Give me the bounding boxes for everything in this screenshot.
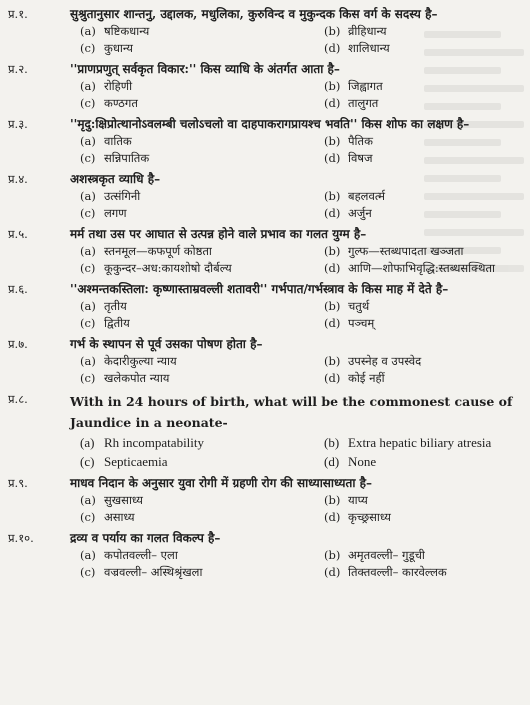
option-text: व्रीहिधान्य bbox=[348, 24, 387, 38]
answer-option bbox=[324, 509, 530, 526]
question-stem bbox=[8, 281, 524, 298]
answer-option bbox=[80, 433, 324, 452]
option-grid bbox=[80, 133, 524, 167]
question-text: ''मृदु:क्षिप्रोत्थानोऽवलम्बी चलोऽचलो वा दाहपाकरागप्रायश्च भवति'' किस शोफ का लक्षण है– bbox=[70, 117, 470, 131]
option-text: खलेकपोत न्याय bbox=[104, 371, 170, 385]
option-text: स्तनमूल—कफपूर्ण कोष्ठता bbox=[104, 244, 212, 258]
question-text: माधव निदान के अनुसार युवा रोगी में ग्रहणी रोग की साध्यासाध्यता है– bbox=[70, 476, 373, 490]
question-number: प्र.१. bbox=[8, 7, 28, 21]
question bbox=[8, 61, 524, 112]
option-text: गुल्फ—स्तब्धपादता खञ्जता bbox=[348, 244, 464, 258]
question-stem bbox=[8, 475, 524, 492]
question-text: With in 24 hours of birth, what will be the commonest cause of Jaundice in a neonate- bbox=[70, 394, 513, 430]
question-text: गर्भ के स्थापन से पूर्व उसका पोषण होता है– bbox=[70, 337, 263, 351]
option-text: असाध्य bbox=[104, 510, 135, 524]
option-label: (b) bbox=[324, 548, 341, 562]
answer-option bbox=[324, 564, 530, 581]
answer-option bbox=[80, 243, 324, 260]
question-number: प्र.८. bbox=[8, 392, 28, 406]
answer-option bbox=[324, 315, 530, 332]
answer-option bbox=[80, 547, 324, 564]
option-label: (b) bbox=[324, 435, 340, 450]
question-list bbox=[8, 6, 524, 585]
answer-option bbox=[324, 95, 530, 112]
answer-option bbox=[80, 95, 324, 112]
option-text: द्वितीय bbox=[104, 316, 130, 330]
question bbox=[8, 116, 524, 167]
option-text: Rh incompatability bbox=[104, 435, 205, 450]
answer-option bbox=[80, 509, 324, 526]
option-text: कृच्छ्रसाध्य bbox=[348, 510, 391, 524]
option-label: (c) bbox=[80, 454, 95, 469]
answer-option bbox=[324, 188, 530, 205]
question-stem bbox=[8, 116, 524, 133]
answer-option bbox=[80, 40, 324, 57]
question-stem bbox=[8, 171, 524, 188]
answer-option bbox=[80, 150, 324, 167]
option-label: (d) bbox=[324, 151, 341, 165]
option-text: तालुगत bbox=[348, 96, 379, 110]
option-text: लगण bbox=[104, 206, 127, 220]
answer-option bbox=[324, 243, 530, 260]
option-text: वज्रवल्ली– अस्थिश्रृंखला bbox=[104, 565, 203, 579]
option-label: (a) bbox=[80, 134, 96, 148]
option-text: कुधान्य bbox=[104, 41, 133, 55]
answer-option bbox=[324, 260, 530, 277]
option-text: सुखसाध्य bbox=[104, 493, 143, 507]
question-stem bbox=[8, 336, 524, 353]
question bbox=[8, 226, 524, 277]
option-label: (b) bbox=[324, 134, 341, 148]
option-text: Septicaemia bbox=[104, 454, 168, 469]
question-text: अशस्त्रकृत व्याधि है– bbox=[70, 172, 161, 186]
option-grid bbox=[80, 78, 524, 112]
answer-option bbox=[324, 133, 530, 150]
option-text: अर्जुन bbox=[348, 206, 372, 220]
answer-option bbox=[80, 564, 324, 581]
answer-option bbox=[324, 298, 530, 315]
option-label: (c) bbox=[80, 206, 96, 220]
option-grid bbox=[80, 492, 524, 526]
option-grid bbox=[80, 547, 524, 581]
option-text: कण्ठगत bbox=[104, 96, 138, 110]
question-number: प्र.९. bbox=[8, 476, 28, 490]
answer-option bbox=[324, 23, 530, 40]
question-text: मर्म तथा उस पर आघात से उत्पन्न होने वाले प्रभाव का गलत युग्म है– bbox=[70, 227, 367, 241]
option-text: तृतीय bbox=[104, 299, 127, 313]
question-stem bbox=[8, 391, 524, 433]
option-label: (a) bbox=[80, 79, 96, 93]
answer-option bbox=[80, 315, 324, 332]
option-label: (b) bbox=[324, 299, 341, 313]
question-number: प्र.६. bbox=[8, 282, 28, 296]
question bbox=[8, 6, 524, 57]
question bbox=[8, 171, 524, 222]
answer-option bbox=[324, 452, 530, 471]
option-label: (a) bbox=[80, 299, 96, 313]
question-text: सुश्रुतानुसार शान्तनु, उद्दालक, मधुलिका, कुरुविन्द व मुकुन्दक किस वर्ग के सदस्य है– bbox=[70, 7, 438, 21]
option-label: (c) bbox=[80, 510, 96, 524]
option-label: (d) bbox=[324, 96, 341, 110]
option-label: (d) bbox=[324, 206, 341, 220]
question-number: प्र.३. bbox=[8, 117, 28, 131]
answer-option bbox=[324, 150, 530, 167]
option-grid bbox=[80, 353, 524, 387]
option-text: आणि—शोफाभिवृद्धि:स्तब्धसक्थिता bbox=[348, 261, 496, 275]
question-number: प्र.७. bbox=[8, 337, 28, 351]
option-text: पैतिक bbox=[348, 134, 373, 148]
answer-option bbox=[80, 452, 324, 471]
question-number: प्र.५. bbox=[8, 227, 28, 241]
option-label: (c) bbox=[80, 371, 96, 385]
option-label: (d) bbox=[324, 454, 340, 469]
option-label: (d) bbox=[324, 41, 341, 55]
option-label: (b) bbox=[324, 244, 341, 258]
option-label: (a) bbox=[80, 435, 95, 450]
option-text: कूकुन्दर–अध:कायशोषो दौर्बल्य bbox=[104, 261, 232, 275]
option-label: (c) bbox=[80, 316, 96, 330]
option-text: सन्निपातिक bbox=[104, 151, 150, 165]
option-text: चतुर्थ bbox=[348, 299, 370, 313]
option-text: याप्य bbox=[348, 493, 368, 507]
option-label: (b) bbox=[324, 79, 341, 93]
option-text: पञ्चम् bbox=[348, 316, 375, 330]
option-label: (a) bbox=[80, 493, 96, 507]
option-grid bbox=[80, 243, 524, 277]
option-text: केदारीकुल्या न्याय bbox=[104, 354, 177, 368]
question bbox=[8, 391, 524, 471]
answer-option bbox=[324, 370, 530, 387]
question bbox=[8, 281, 524, 332]
option-text: कोई नहीं bbox=[348, 371, 385, 385]
option-text: षष्टिकधान्य bbox=[104, 24, 150, 38]
question-number: प्र.२. bbox=[8, 62, 28, 76]
question-text: ''प्राणप्रणुत् सर्वकृत विकार:'' किस व्याधि के अंतर्गत आता है– bbox=[70, 62, 340, 76]
option-label: (b) bbox=[324, 189, 341, 203]
question-number: प्र.४. bbox=[8, 172, 28, 186]
option-label: (a) bbox=[80, 548, 96, 562]
answer-option bbox=[80, 188, 324, 205]
option-label: (b) bbox=[324, 24, 341, 38]
answer-option bbox=[324, 547, 530, 564]
answer-option bbox=[80, 492, 324, 509]
question-text: द्रव्य व पर्याय का गलत विकल्प है– bbox=[70, 531, 221, 545]
option-label: (d) bbox=[324, 565, 341, 579]
question bbox=[8, 336, 524, 387]
option-text: वातिक bbox=[104, 134, 132, 148]
option-label: (a) bbox=[80, 24, 96, 38]
option-text: अमृतवल्ली– गुडूची bbox=[348, 548, 425, 562]
answer-option bbox=[80, 260, 324, 277]
option-text: बहलवर्त्म bbox=[348, 189, 385, 203]
option-label: (d) bbox=[324, 510, 341, 524]
answer-option bbox=[80, 205, 324, 222]
question-stem bbox=[8, 6, 524, 23]
question-number: प्र.१०. bbox=[8, 531, 34, 545]
answer-option bbox=[80, 23, 324, 40]
question bbox=[8, 475, 524, 526]
option-grid bbox=[80, 188, 524, 222]
option-text: विषज bbox=[348, 151, 373, 165]
option-label: (c) bbox=[80, 151, 96, 165]
option-label: (d) bbox=[324, 316, 341, 330]
question-stem bbox=[8, 61, 524, 78]
answer-option bbox=[80, 370, 324, 387]
question-text: ''अश्मन्तकस्तिला: कृष्णास्ताम्रवल्ली शतावरी'' गर्भपात/गर्भस्त्राव के किस माह में देते है– bbox=[70, 282, 449, 296]
option-grid bbox=[80, 298, 524, 332]
answer-option bbox=[80, 78, 324, 95]
answer-option bbox=[324, 433, 530, 452]
option-text: शालिधान्य bbox=[348, 41, 390, 55]
question bbox=[8, 530, 524, 581]
option-text: None bbox=[348, 454, 377, 469]
answer-option bbox=[324, 492, 530, 509]
option-text: उपस्नेह व उपस्वेद bbox=[348, 354, 422, 368]
option-label: (c) bbox=[80, 96, 96, 110]
option-label: (a) bbox=[80, 354, 96, 368]
option-text: तिक्तवल्ली– कारवेल्लक bbox=[348, 565, 447, 579]
option-text: उत्संगिनी bbox=[104, 189, 141, 203]
option-label: (b) bbox=[324, 493, 341, 507]
option-label: (a) bbox=[80, 189, 96, 203]
option-label: (d) bbox=[324, 261, 341, 275]
question-stem bbox=[8, 226, 524, 243]
option-grid bbox=[80, 433, 524, 471]
answer-option bbox=[324, 353, 530, 370]
option-label: (a) bbox=[80, 244, 96, 258]
option-text: रोहिणी bbox=[104, 79, 133, 93]
answer-option bbox=[324, 40, 530, 57]
answer-option bbox=[324, 205, 530, 222]
option-label: (b) bbox=[324, 354, 341, 368]
option-label: (c) bbox=[80, 565, 96, 579]
option-text: जिह्वागत bbox=[348, 79, 383, 93]
option-grid bbox=[80, 23, 524, 57]
option-label: (c) bbox=[80, 261, 96, 275]
option-label: (c) bbox=[80, 41, 96, 55]
question-stem bbox=[8, 530, 524, 547]
option-label: (d) bbox=[324, 371, 341, 385]
option-text: Extra hepatic biliary atresia bbox=[348, 435, 492, 450]
answer-option bbox=[80, 133, 324, 150]
answer-option bbox=[80, 353, 324, 370]
option-text: कपोतवल्ली– एला bbox=[104, 548, 178, 562]
answer-option bbox=[324, 78, 530, 95]
answer-option bbox=[80, 298, 324, 315]
